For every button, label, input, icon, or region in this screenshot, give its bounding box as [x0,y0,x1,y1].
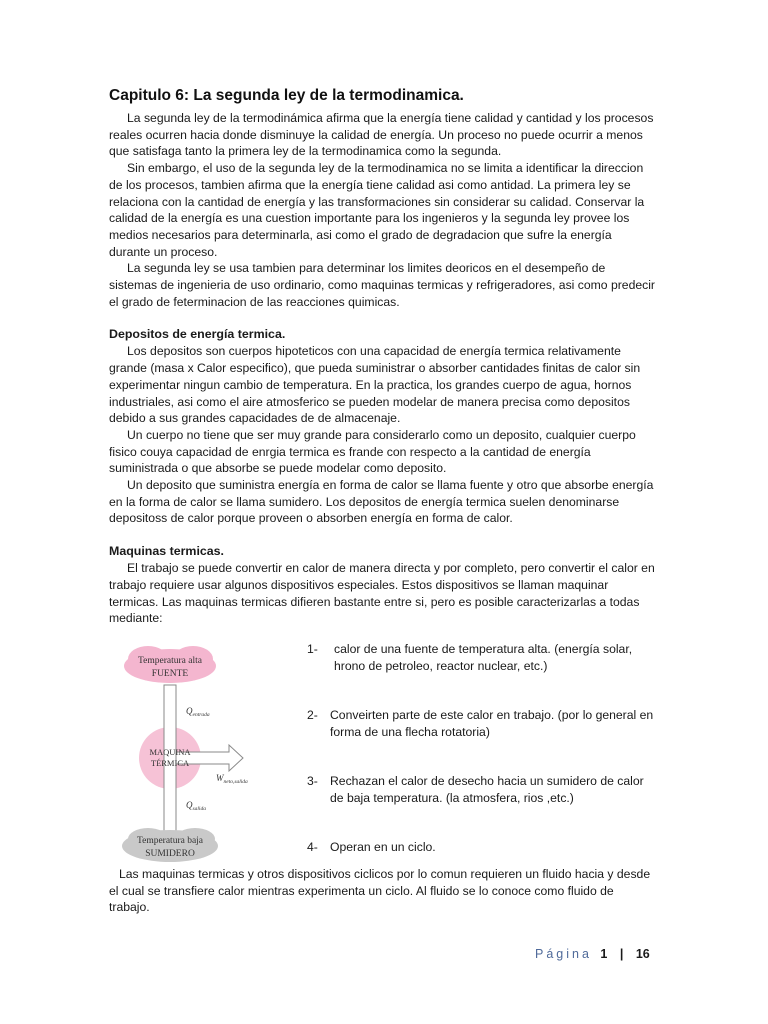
heat-engine-figure [109,641,655,866]
list-item [307,773,657,806]
depositos-paragraph-2: Un cuerpo no tiene que ser muy grande para considerarlo como un deposito, cualquier cuerpo fisico couya capacidad de enrgia termica es frande con respecto a la cantidad de energía suministrada o que absorbe se puede modelar como deposito. [109,427,636,476]
list-item [307,839,657,856]
footer-page-label: Página [535,947,592,961]
page-content [109,86,655,916]
intro-paragraph-1: La segunda ley de la termodinámica afirma que la energía tiene calidad y cantidad y los procesos reales ocurren hacia donde disminuye la calidad de energía. Un proceso no puede ocurrir a menos que satisfaga tanto la primera ley de la termodinamica como la segunda. [109,111,654,159]
source-label-line2: FUENTE [151,668,189,679]
source-label-line1: Temperatura alta [138,655,202,666]
list-item [307,707,657,740]
closing-paragraph: Las maquinas termicas y otros dispositivos ciclicos por lo comun requieren un fluido hacia y desde el cual se transfiere calor mientras experimenta un ciclo. Al fluido se lo conoce como fluido de trabajo. [109,866,651,915]
sink-label-line2: SUMIDERO [145,848,195,859]
depositos-paragraph-3: Un deposito que suministra energía en forma de calor se llama fuente y otro que absorbe energía en la forma de calor se llama sumidero. Los depositos de energía termica suelen denominarse depositoss de calor porque proveen o absorben energía en forma de calor. [109,478,654,526]
list-item-text: Operan en un ciclo. [330,839,436,854]
sink-reservoir [122,828,218,862]
source-reservoir [124,646,216,683]
list-item-text: Conveirten parte de este calor en trabajo. (por lo general en forma de una flecha rotatoria) [330,707,654,739]
footer-page-total: 16 [635,947,650,961]
w-out-label: $W_{neto,salida}$ [216,772,248,785]
q-in-label: $Q_{entrada}$ [186,705,210,718]
engine-label-line1: MAQUINA [149,746,191,757]
q-out-label: $Q_{salida}$ [186,799,206,812]
sink-label-line1: Temperatura baja [136,835,204,846]
section-heading-depositos: Depositos de energía termica. [109,327,286,342]
list-item-number: 3- [307,773,318,788]
footer-separator: | [619,947,624,961]
engine-label-line2: TÉRMICA [150,757,190,768]
intro-paragraph-2: Sin embargo, el uso de la segunda ley de la termodinamica no se limita a identificar la direccion de los procesos, tambien afirma que la energía tiene calidad asi como antidad. La primera ley se relaciona con la cantidad de energía y las transformaciones sin considerar su calidad. Conservar la calidad de la energía es una cuestion importante para los ingenieros y la segunda ley provee los medios necesarios para determinarla, asi como el grado de degradacion que sufre la energía durante un proceso. [109,161,645,259]
list-item-number: 2- [307,707,318,722]
chapter-title: Capitulo 6: La segunda ley de la termodinamica. [109,87,464,104]
list-item [307,641,657,674]
list-item-text: Rechazan el calor de desecho hacia un sumidero de calor de baja temperatura. (la atmosfera, rios ,etc.) [330,773,644,805]
page-footer [535,947,650,961]
intro-paragraph-3: La segunda ley se usa tambien para determinar los limites deoricos en el desempeño de sistemas de ingenieria de uso ordinario, como maquinas termicas y refrigeradores, asi como predecir el grado de feterminacion de las reacciones quimicas. [109,261,655,309]
maquinas-paragraph: El trabajo se puede convertir en calor de manera directa y por completo, pero convertir el calor en trabajo requiere usar algunos dispositivos especiales. Estos dispositivos se llaman maquinar termicas. Las maquinas termicas difieren bastante entre si, pero es posible caracterizarlas a todas mediante: [109,561,655,626]
list-item-text: calor de una fuente de temperatura alta. (energía solar, hrono de petroleo, reactor nuclear, etc.) [334,641,633,673]
heat-engine-diagram [113,641,293,863]
list-item-number: 1- [307,641,318,656]
footer-page-number: 1 [600,947,608,961]
section-heading-maquinas: Maquinas termicas. [109,544,225,559]
list-item-number: 4- [307,839,318,854]
depositos-paragraph-1: Los depositos son cuerpos hipoteticos con una capacidad de energía termica relativamente grande (masa x Calor especifico), que pueda suministrar o absorber cantidades finitas de calor sin experimentar ningun cambio de temperatura. En la practica, los grandes cuerpo de agua, hornos industriales, asi como el aire atmosferico se pueden modelar de manera precisa como depositos debido a sus grandes capacidades de de almacenaje. [109,344,641,426]
